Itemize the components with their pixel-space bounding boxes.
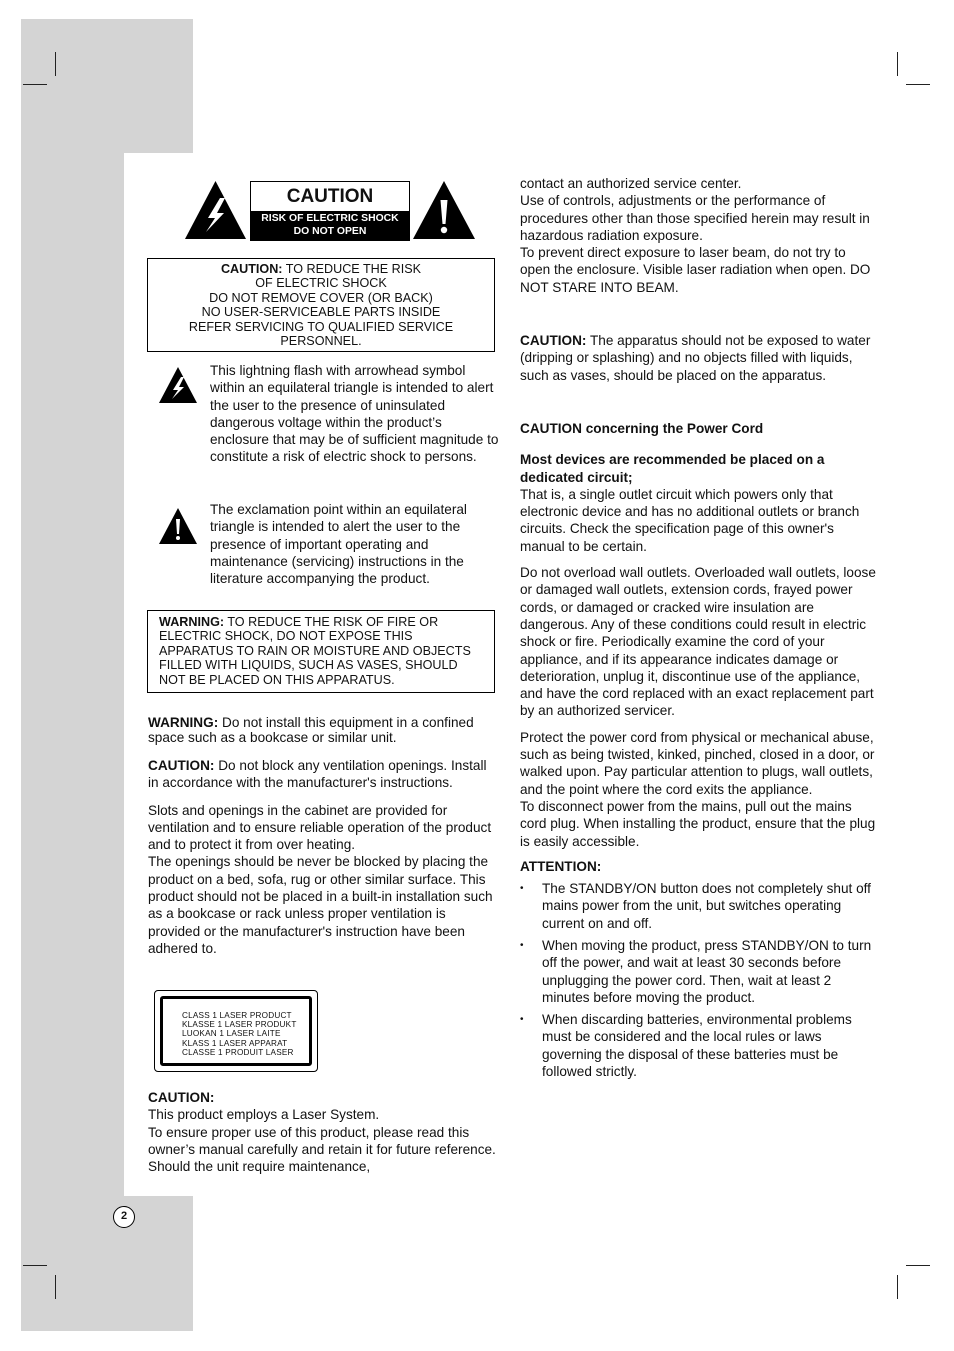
dedicated-circuit-heading: Most devices are recommended be placed on a dedicated circuit; — [520, 452, 825, 485]
caution-subtitle: RISK OF ELECTRIC SHOCK DO NOT OPEN — [251, 211, 409, 240]
page-margin-bottom — [21, 1196, 193, 1331]
slots-paragraph: Slots and openings in the cabinet are provided for ventilation and to ensure reliable operation of the product and to protect it from over heating. — [148, 802, 492, 853]
caution-notice-label: CAUTION: — [220, 262, 283, 276]
lightning-triangle-icon — [158, 366, 198, 404]
crop-mark — [55, 1275, 56, 1299]
exclamation-triangle-icon — [412, 180, 476, 240]
caution-notice-box: CAUTION: TO REDUCE THE RISK OF ELECTRIC SHOCK DO NOT REMOVE COVER (OR BACK) NO USER-SERVICEABLE PARTS INSIDE REFER SERVICING TO QUALIFIED SERVICE PERSONNEL. — [147, 258, 495, 352]
lightning-symbol-explanation — [148, 362, 498, 487]
list-item: • When discarding batteries, environmental problems must be considered and the local rules or laws governing the disposal of these batteries must be followed strictly. — [520, 1011, 876, 1080]
crop-mark — [906, 1265, 930, 1266]
laser-caution-label: CAUTION: — [148, 1090, 215, 1105]
exclamation-symbol-text: The exclamation point within an equilateral triangle is intended to alert the user to the presence of important operating and maintenance (servicing) instructions in the literature accompanying the product. — [210, 502, 467, 587]
power-cord-heading: CAUTION concerning the Power Cord — [520, 420, 764, 436]
crop-mark — [906, 84, 930, 85]
crop-mark — [897, 52, 898, 76]
crop-mark — [55, 52, 56, 76]
laser-caution — [148, 1089, 500, 1175]
warning-notice-text: TO REDUCE THE RISK OF FIRE OR ELECTRIC SHOCK, DO NOT EXPOSE THIS APPARATUS TO RAIN OR MOISTURE AND OBJECTS FILLED WITH LIQUIDS, SUCH AS VASES, SHOULD NOT BE PLACED ON THIS APPARATUS. — [159, 615, 471, 687]
warning-install-paragraph: WARNING: Do not install this equipment in a confined space such as a bookcase or similar unit. — [148, 715, 474, 745]
laser-beam-paragraph: To prevent direct exposure to laser beam, do not try to open the enclosure. Visible laser radiation when open. DO NOT STARE INTO BEAM. — [520, 245, 871, 295]
caution-banner — [184, 180, 496, 242]
warning-notice-box — [147, 610, 495, 693]
crop-mark — [897, 1275, 898, 1299]
list-item: • When moving the product, press STANDBY/ON to turn off the power, and wait at least 30 seconds before unplugging the power cord. Then, wait at least 2 minutes before moving the product. — [520, 937, 876, 1006]
lightning-triangle-icon — [184, 180, 247, 240]
list-item: • The STANDBY/ON button does not completely shut off mains power from the unit, but switches operating current on and off. — [520, 880, 876, 932]
laser-class-label: CLASS 1 LASER PRODUCT KLASSE 1 LASER PRODUKT LUOKAN 1 LASER LAITE KLASS 1 LASER APPARAT CLASSE 1 PRODUIT LASER — [154, 990, 318, 1072]
right-column — [520, 175, 876, 1085]
water-caution-paragraph: CAUTION: The apparatus should not be exposed to water (dripping or splashing) and no objects filled with liquids, such as vases, should be placed on the apparatus. — [520, 333, 871, 383]
overload-paragraph: Do not overload wall outlets. Overloaded wall outlets, loose or damaged wall outlets, extension cords, frayed power cords, or damaged or cracked wire insulation are dangerous. Any of these conditions could result in electric shock or fire. Periodically examine the cord of your appliance, and if its appearance indicates damage or deterioration, unplug it, discontinue use of the appliance, and have the cord replaced with an exact replacement part by an authorized servicer. — [520, 565, 876, 719]
exclamation-triangle-icon — [158, 507, 198, 545]
caution-label — [250, 181, 410, 241]
caution-title: CAUTION — [286, 186, 374, 207]
warning-notice-label: WARNING: — [159, 615, 225, 629]
controls-paragraph: Use of controls, adjustments or the performance of procedures other than those specified herein may result in hazardous radiation exposure. — [520, 193, 870, 243]
laser-caution-line2: To ensure proper use of this product, please read this owner’s manual carefully and retain it for future reference. Should the unit require maintenance, — [148, 1124, 496, 1175]
caution-ventilation-paragraph: CAUTION: Do not block any ventilation openings. Install in accordance with the manufacturer's instructions. — [148, 758, 487, 791]
page-margin-top — [21, 19, 193, 153]
left-column — [148, 715, 500, 957]
lightning-symbol-text: This lightning flash with arrowhead symbol within an equilateral triangle is intended to alert the user to the presence of uninsulated dangerous voltage within the product’s enclosure that may be of sufficient magnitude to constitute a risk of electric shock to persons. — [210, 363, 499, 465]
protect-cord-paragraph: Protect the power cord from physical or mechanical abuse, such as being twisted, kinked, pinched, closed in a door, or walked upon. Pay particular attention to plugs, wall outlets, and the point where the cord exits the appliance. — [520, 729, 875, 797]
attention-list — [520, 880, 876, 1080]
openings-paragraph: The openings should be never be blocked by placing the product on a bed, sofa, rug or other similar surface. This product should not be placed in a built-in installation such as a bookcase or rack unless proper ventilation is provided or the manufacturer's instruction have been adhered to. — [148, 854, 493, 956]
page-margin-side — [21, 153, 124, 1198]
crop-mark — [23, 1265, 47, 1266]
dedicated-circuit-paragraph: That is, a single outlet circuit which powers only that electronic device and has no additional outlets or branch circuits. Check the specification page of this owner's manual to be certain. — [520, 486, 860, 554]
attention-heading: ATTENTION: — [520, 858, 602, 874]
page-number: 2 — [113, 1206, 135, 1228]
disconnect-paragraph: To disconnect power from the mains, pull out the mains cord plug. When installing the product, ensure that the plug is easily accessible. — [520, 798, 876, 849]
continued-text: contact an authorized service center. — [520, 176, 742, 191]
crop-mark — [23, 84, 47, 85]
laser-caution-line1: This product employs a Laser System. — [148, 1107, 380, 1123]
exclamation-symbol-explanation — [148, 501, 498, 591]
